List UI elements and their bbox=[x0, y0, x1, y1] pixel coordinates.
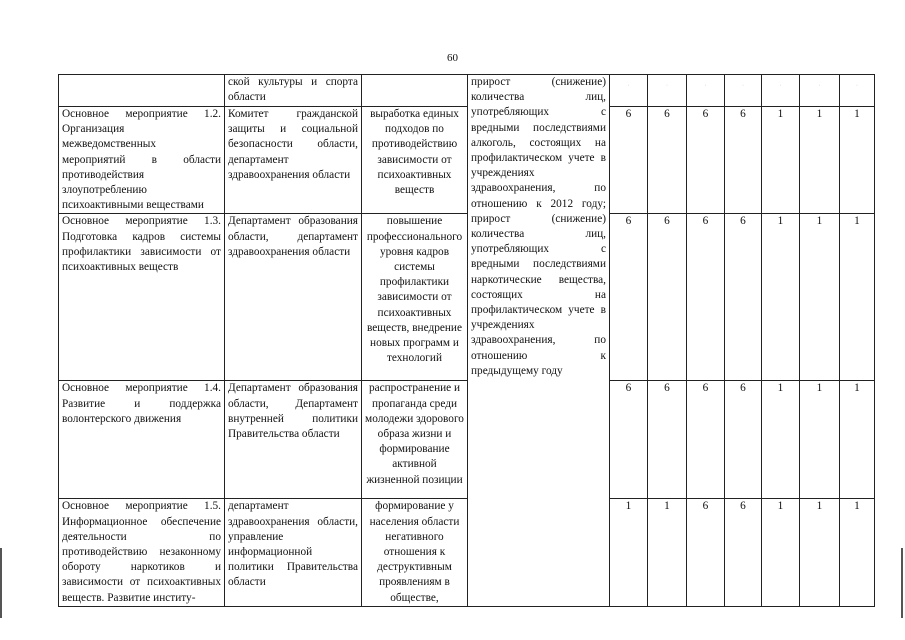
indicator-cell: прирост (снижение) количества лиц, употребляющих с вредными последствиями алкоголь, состоящих на профилактическом учете в учреждениях здравоохранения, по отношению к 2012 году; прирост (снижение) количества лиц, употребляющих с вредными последствиями наркотические вещества, состоящих на профилактическом учете в учреждениях здравоохранения, по отношению к предыдущему году bbox=[468, 75, 610, 607]
value-cell: · bbox=[687, 75, 725, 107]
value-cell: · bbox=[648, 75, 687, 107]
result-cell: выработка единых подходов по противодействию зависимости от психоактивных веществ bbox=[362, 107, 468, 214]
result-cell: распространение и пропаганда среди молодежи здорового образа жизни и формирование активной жизненной позиции bbox=[362, 381, 468, 499]
value-cell: 1 bbox=[840, 107, 875, 214]
measure-name-cell: Основное мероприятие 1.2. Организация межведомственных мероприятий в области противодействия злоупотреблению психоактивными веществами bbox=[59, 107, 225, 214]
value-cell: 6 bbox=[648, 107, 687, 214]
result-cell: повышение профессионального уровня кадров системы профилактики зависимости от психоактивных веществ, внедрение новых программ и технологий bbox=[362, 214, 468, 381]
value-cell: 1 bbox=[800, 214, 840, 381]
result-cell: формирование у населения области негативного отношения к деструктивным проявлениям в обществе, bbox=[362, 499, 468, 606]
measure-name-cell bbox=[59, 75, 225, 107]
page-number: 60 bbox=[447, 52, 458, 64]
responsible-cell: департамент здравоохранения области, управление информационной политики Правительства области bbox=[225, 499, 362, 606]
value-cell: 6 bbox=[687, 107, 725, 214]
value-cell: 1 bbox=[840, 214, 875, 381]
value-cell: 1 bbox=[648, 499, 687, 606]
responsible-cell: Департамент образования области, департамент здравоохранения области bbox=[225, 214, 362, 381]
value-cell: 1 bbox=[800, 381, 840, 499]
value-cell: · bbox=[725, 75, 762, 107]
value-cell: 1 bbox=[762, 381, 800, 499]
measure-name-cell: Основное мероприятие 1.5. Информационное обеспечение деятельности по противодействию незаконному обороту наркотиков и зависимости от психоактивных веществ. Развитие институ- bbox=[59, 499, 225, 606]
value-cell: 1 bbox=[610, 499, 648, 606]
measure-name-cell: Основное мероприятие 1.3. Подготовка кадров системы профилактики зависимости от психоактивных веществ bbox=[59, 214, 225, 381]
table-row bbox=[59, 107, 875, 214]
responsible-cell: Комитет гражданской защиты и социальной безопасности области, департамент здравоохранения области bbox=[225, 107, 362, 214]
program-measures-table bbox=[58, 74, 875, 607]
value-cell: 6 bbox=[725, 499, 762, 606]
value-cell: 6 bbox=[610, 107, 648, 214]
value-cell: 6 bbox=[687, 214, 725, 381]
value-cell: · bbox=[610, 75, 648, 107]
value-cell: 6 bbox=[725, 381, 762, 499]
value-cell: 1 bbox=[762, 499, 800, 606]
table-row bbox=[59, 499, 875, 606]
scan-edge-mark bbox=[901, 548, 903, 618]
value-cell: 1 bbox=[800, 107, 840, 214]
scan-edge-mark bbox=[0, 548, 2, 618]
value-cell: 6 bbox=[610, 214, 648, 381]
value-cell: 1 bbox=[762, 107, 800, 214]
value-cell: 6 bbox=[687, 381, 725, 499]
table-row bbox=[59, 75, 875, 107]
responsible-cell: Департамент образования области, Департамент внутренней политики Правительства области bbox=[225, 381, 362, 499]
table-row bbox=[59, 381, 875, 499]
value-cell: 6 bbox=[687, 499, 725, 606]
value-cell: 6 bbox=[648, 381, 687, 499]
table-row bbox=[59, 214, 875, 381]
result-cell bbox=[362, 75, 468, 107]
value-cell: 1 bbox=[800, 499, 840, 606]
responsible-cell: ской культуры и спорта области bbox=[225, 75, 362, 107]
measure-name-cell: Основное мероприятие 1.4. Развитие и поддержка волонтерского движения bbox=[59, 381, 225, 499]
value-cell: 6 bbox=[648, 214, 687, 381]
value-cell: · bbox=[762, 75, 800, 107]
value-cell: 1 bbox=[840, 499, 875, 606]
value-cell: 6 bbox=[610, 381, 648, 499]
value-cell: 6 bbox=[725, 107, 762, 214]
value-cell: · bbox=[840, 75, 875, 107]
value-cell: 1 bbox=[762, 214, 800, 381]
value-cell: 1 bbox=[840, 381, 875, 499]
value-cell: · bbox=[800, 75, 840, 107]
value-cell: 6 bbox=[725, 214, 762, 381]
